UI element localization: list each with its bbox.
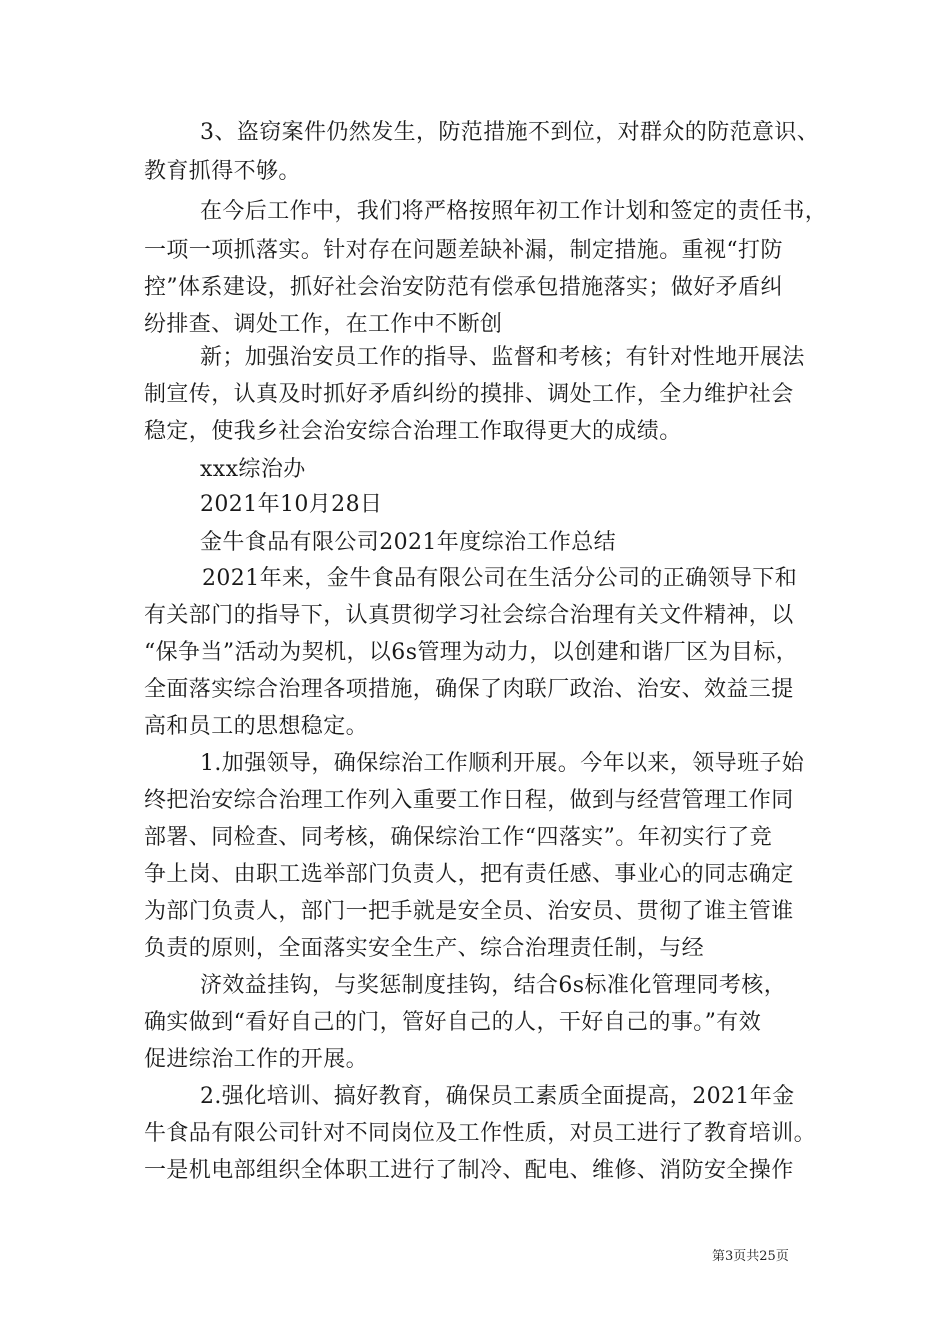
text-line: 牛食品有限公司针对不同岗位及工作性质，对员工进行了教育培训。 bbox=[144, 1121, 817, 1146]
section-title: 金牛食品有限公司2021年度综治工作总结 bbox=[200, 530, 616, 555]
text-line: 2.强化培训、搞好教育，确保员工素质全面提高，2021年金 bbox=[200, 1084, 795, 1109]
text-line: 部署、同检查、同考核，确保综治工作“四落实”。年初实行了竞 bbox=[144, 825, 773, 850]
text-line: 高和员工的思想稳定。 bbox=[144, 714, 369, 739]
page-number: 第3页共25页 bbox=[712, 1249, 789, 1264]
text-line: 2021年来，金牛食品有限公司在生活分公司的正确领导下和 bbox=[202, 566, 798, 591]
text-line: 纷排查、调处工作，在工作中不断创 bbox=[144, 312, 503, 337]
text-line: 促进综治工作的开展。 bbox=[144, 1047, 369, 1072]
text-line: 教育抓得不够。 bbox=[144, 159, 301, 184]
text-line: 济效益挂钩，与奖惩制度挂钩，结合6s标准化管理同考核， bbox=[200, 973, 787, 998]
signature-date: 2021年10月28日 bbox=[200, 492, 383, 517]
text-line: 1.加强领导，确保综治工作顺利开展。今年以来，领导班子始 bbox=[200, 751, 805, 776]
text-line: 负责的原则，全面落实安全生产、综合治理责任制，与经 bbox=[144, 936, 705, 961]
text-line: 制宣传，认真及时抓好矛盾纠纷的摸排、调处工作，全力维护社会 bbox=[144, 382, 794, 407]
text-line: 新；加强治安员工作的指导、监督和考核；有针对性地开展法 bbox=[200, 345, 805, 370]
text-line: 3、盗窃案件仍然发生，防范措施不到位，对群众的防范意识、 bbox=[200, 120, 820, 145]
text-line: 确实做到“看好自己的门，管好自己的人，干好自己的事。”有效 bbox=[144, 1010, 762, 1035]
text-line: 争上岗、由职工选举部门负责人，把有责任感、事业心的同志确定 bbox=[144, 862, 794, 887]
signature-org: xxx综治办 bbox=[200, 457, 306, 482]
text-line: 控”体系建设，抓好社会治安防范有偿承包措施落实；做好矛盾纠 bbox=[144, 275, 783, 300]
text-line: “保争当”活动为契机，以6s管理为动力，以创建和谐厂区为目标， bbox=[144, 640, 799, 665]
text-line: 一是机电部组织全体职工进行了制冷、配电、维修、消防安全操作 bbox=[144, 1158, 794, 1183]
text-line: 稳定，使我乡社会治安综合治理工作取得更大的成绩。 bbox=[144, 419, 682, 444]
text-line: 全面落实综合治理各项措施，确保了肉联厂政治、治安、效益三提 bbox=[144, 677, 794, 702]
text-line: 在今后工作中，我们将严格按照年初工作计划和签定的责任书， bbox=[200, 199, 828, 224]
text-line: 有关部门的指导下，认真贯彻学习社会综合治理有关文件精神，以 bbox=[144, 603, 794, 628]
text-line: 一项一项抓落实。针对存在问题差缺补漏，制定措施。重视“打防 bbox=[144, 238, 783, 263]
text-line: 为部门负责人，部门一把手就是安全员、治安员、贯彻了谁主管谁 bbox=[144, 899, 794, 924]
text-line: 终把治安综合治理工作列入重要工作日程，做到与经营管理工作同 bbox=[144, 788, 794, 813]
